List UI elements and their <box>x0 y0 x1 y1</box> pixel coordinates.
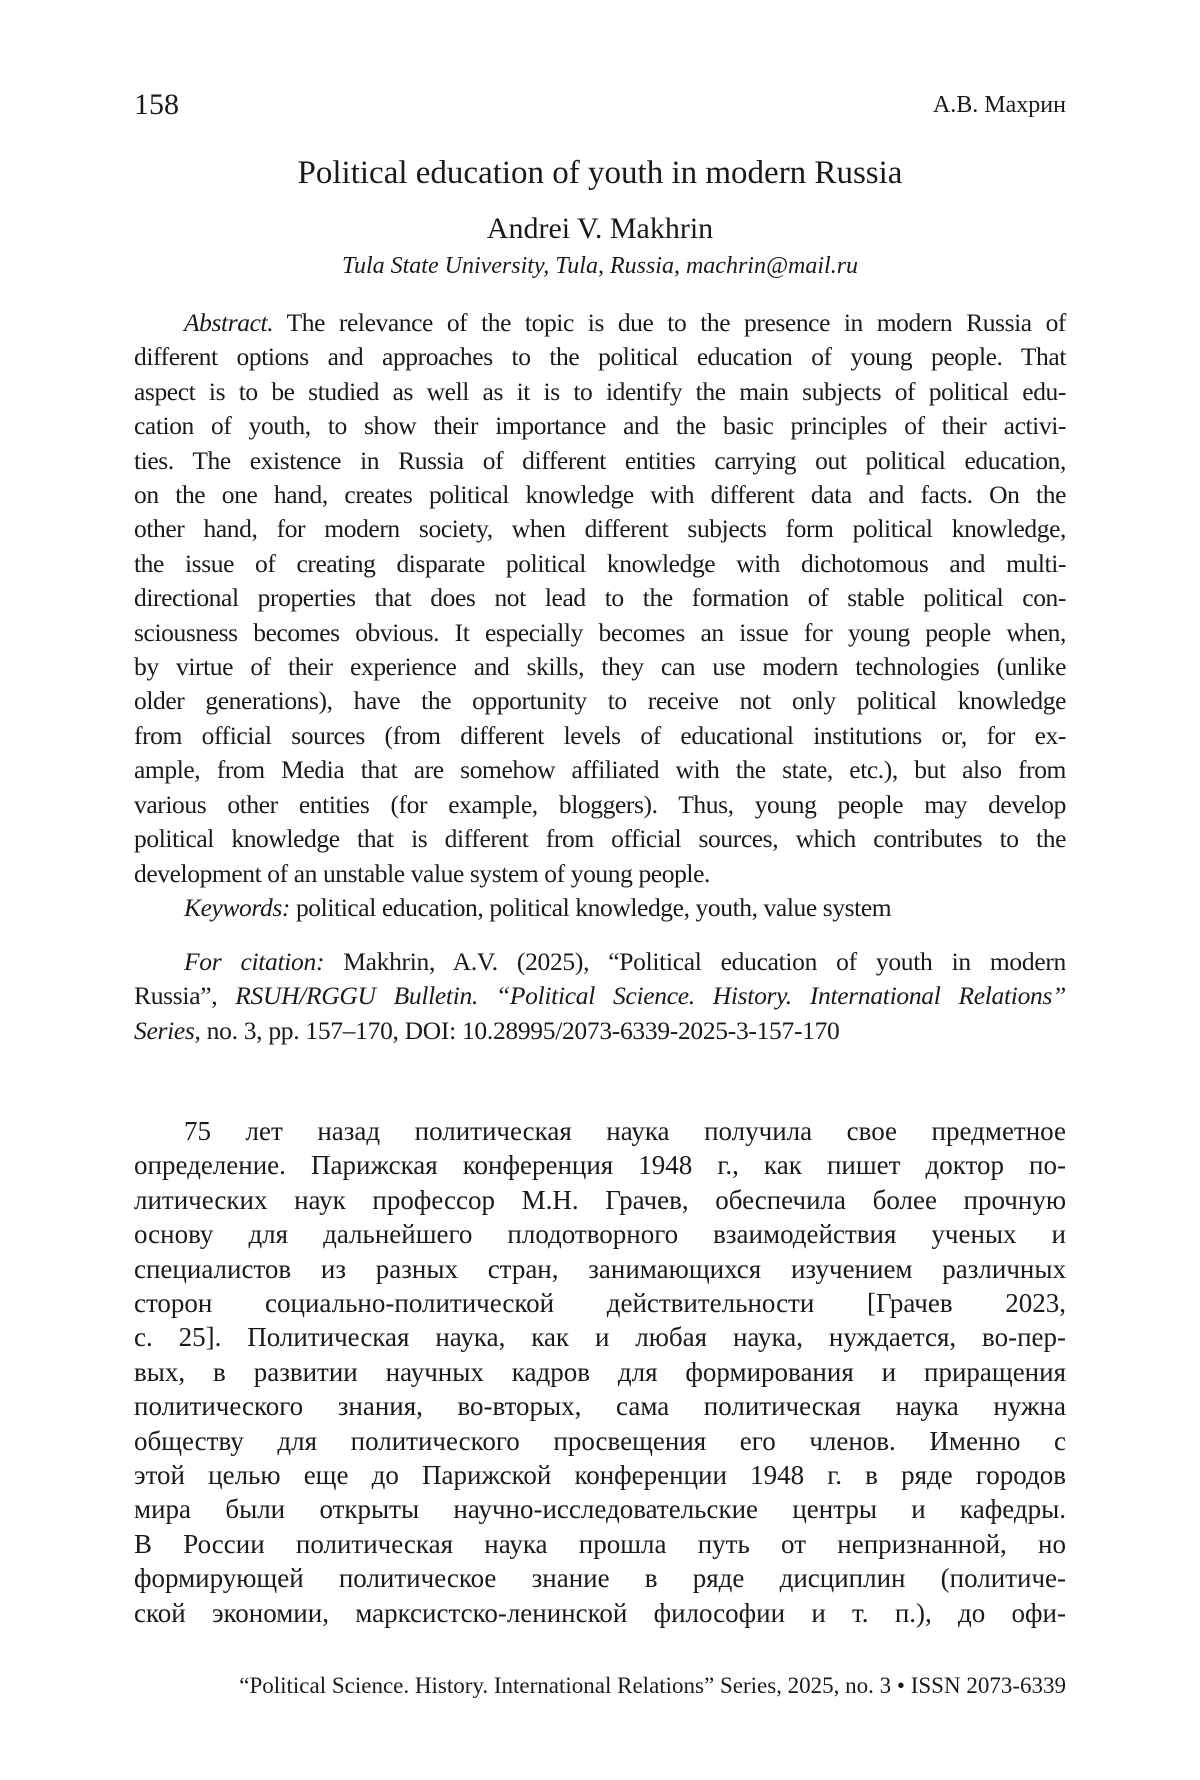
abstract-text: The relevance of the topic is due to the presence in modern Russia of <box>287 308 1066 337</box>
citation-text: Makhrin, A.V. (2025), “Political education of youth in modern <box>343 947 1066 976</box>
abstract-line <box>134 788 1066 822</box>
body-line: основу для дальнейшего плодотворного взаимодействия ученых и <box>134 1217 1066 1251</box>
abstract-text: political knowledge that is different from official sources, which contributes to the <box>134 824 1066 853</box>
citation <box>134 945 1066 1048</box>
body-line: литических наук профессор М.Н. Грачев, обеспечила более прочную <box>134 1183 1066 1217</box>
body-line: определение. Парижская конференция 1948 г., как пишет доктор по- <box>134 1148 1066 1182</box>
abstract-line <box>134 684 1066 718</box>
abstract <box>134 306 1066 925</box>
abstract-line <box>134 616 1066 650</box>
body-line: обществу для политического просвещения его членов. Именно с <box>134 1424 1066 1458</box>
abstract-text: the issue of creating disparate political knowledge with dichotomous and multi- <box>134 549 1066 578</box>
body-line: с. 25]. Политическая наука, как и любая наука, нуждается, во-пер- <box>134 1320 1066 1354</box>
citation-text: Russia”, <box>134 981 235 1010</box>
abstract-text: sciousness becomes obvious. It especially becomes an issue for young people when, <box>134 618 1066 647</box>
abstract-line <box>134 753 1066 787</box>
author-affiliation: Tula State University, Tula, Russia, machrin@mail.ru <box>0 253 1200 280</box>
running-head: А.В. Махрин <box>933 92 1066 119</box>
abstract-line <box>134 512 1066 546</box>
abstract-line <box>134 444 1066 478</box>
keywords-label: Keywords: <box>184 893 290 922</box>
abstract-text: development of an unstable value system of young people. <box>134 859 710 888</box>
abstract-line <box>134 822 1066 856</box>
citation-label: For citation: <box>184 947 324 976</box>
abstract-text: directional properties that does not lead to the formation of stable political con- <box>134 583 1066 612</box>
abstract-line <box>134 547 1066 581</box>
body-line: этой целью еще до Парижской конференции 1948 г. в ряде городов <box>134 1458 1066 1492</box>
body-line: политического знания, во-вторых, сама политическая наука нужна <box>134 1389 1066 1423</box>
body-text <box>134 1114 1066 1630</box>
keywords <box>134 891 1066 925</box>
abstract-label: Abstract. <box>184 308 273 337</box>
abstract-line <box>134 409 1066 443</box>
abstract-text: other hand, for modern society, when different subjects form political knowledge, <box>134 514 1066 543</box>
author-name: Andrei V. Makhrin <box>0 212 1200 246</box>
abstract-text: from official sources (from different levels of educational institutions or, for ex- <box>134 721 1066 750</box>
keywords-text: political education, political knowledge, youth, value system <box>296 893 891 922</box>
abstract-line <box>134 719 1066 753</box>
page-number: 158 <box>134 88 179 122</box>
abstract-text: various other entities (for example, bloggers). Thus, young people may develop <box>134 790 1066 819</box>
body-line: В России политическая наука прошла путь от непризнанной, но <box>134 1527 1066 1561</box>
abstract-text: cation of youth, to show their importance and the basic principles of their activi- <box>134 411 1066 440</box>
body-line: ской экономии, марксистско-ленинской философии и т. п.), до офи- <box>134 1596 1066 1630</box>
citation-line <box>134 1014 1066 1048</box>
abstract-text: ties. The existence in Russia of different entities carrying out political education, <box>134 446 1066 475</box>
abstract-text: by virtue of their experience and skills, they can use modern technologies (unlike <box>134 652 1066 681</box>
body-line: вых, в развитии научных кадров для формирования и приращения <box>134 1355 1066 1389</box>
abstract-text: aspect is to be studied as well as it is to identify the main subjects of political edu- <box>134 377 1066 406</box>
abstract-line <box>134 375 1066 409</box>
abstract-line <box>134 340 1066 374</box>
abstract-text: different options and approaches to the political education of young people. That <box>134 342 1066 371</box>
abstract-line <box>134 581 1066 615</box>
body-line: мира были открыты научно-исследовательские центры и кафедры. <box>134 1492 1066 1526</box>
citation-series: Series <box>134 1016 195 1045</box>
abstract-line <box>134 478 1066 512</box>
citation-line <box>134 945 1066 979</box>
citation-journal: RSUH/RGGU Bulletin. “Political Science. History. International Relations” <box>235 981 1066 1010</box>
abstract-text: on the one hand, creates political knowledge with different data and facts. On the <box>134 480 1066 509</box>
body-line: специалистов из разных стран, занимающихся изучением различных <box>134 1252 1066 1286</box>
abstract-line <box>134 650 1066 684</box>
body-line: 75 лет назад политическая наука получила свое предметное <box>134 1114 1066 1148</box>
page-footer: “Political Science. History. International Relations” Series, 2025, no. 3 • ISSN 2073-6339 <box>0 1673 1066 1699</box>
abstract-line <box>134 306 1066 340</box>
abstract-line <box>134 857 1066 891</box>
article-title: Political education of youth in modern Russia <box>0 155 1200 192</box>
abstract-text: older generations), have the opportunity to receive not only political knowledge <box>134 686 1066 715</box>
abstract-text: ample, from Media that are somehow affiliated with the state, etc.), but also from <box>134 755 1066 784</box>
body-line: формирующей политическое знание в ряде дисциплин (политиче- <box>134 1561 1066 1595</box>
citation-text: , no. 3, pp. 157–170, DOI: 10.28995/2073-6339-2025-3-157-170 <box>195 1016 840 1045</box>
body-line: сторон социально-политической действительности [Грачев 2023, <box>134 1286 1066 1320</box>
citation-line <box>134 979 1066 1013</box>
